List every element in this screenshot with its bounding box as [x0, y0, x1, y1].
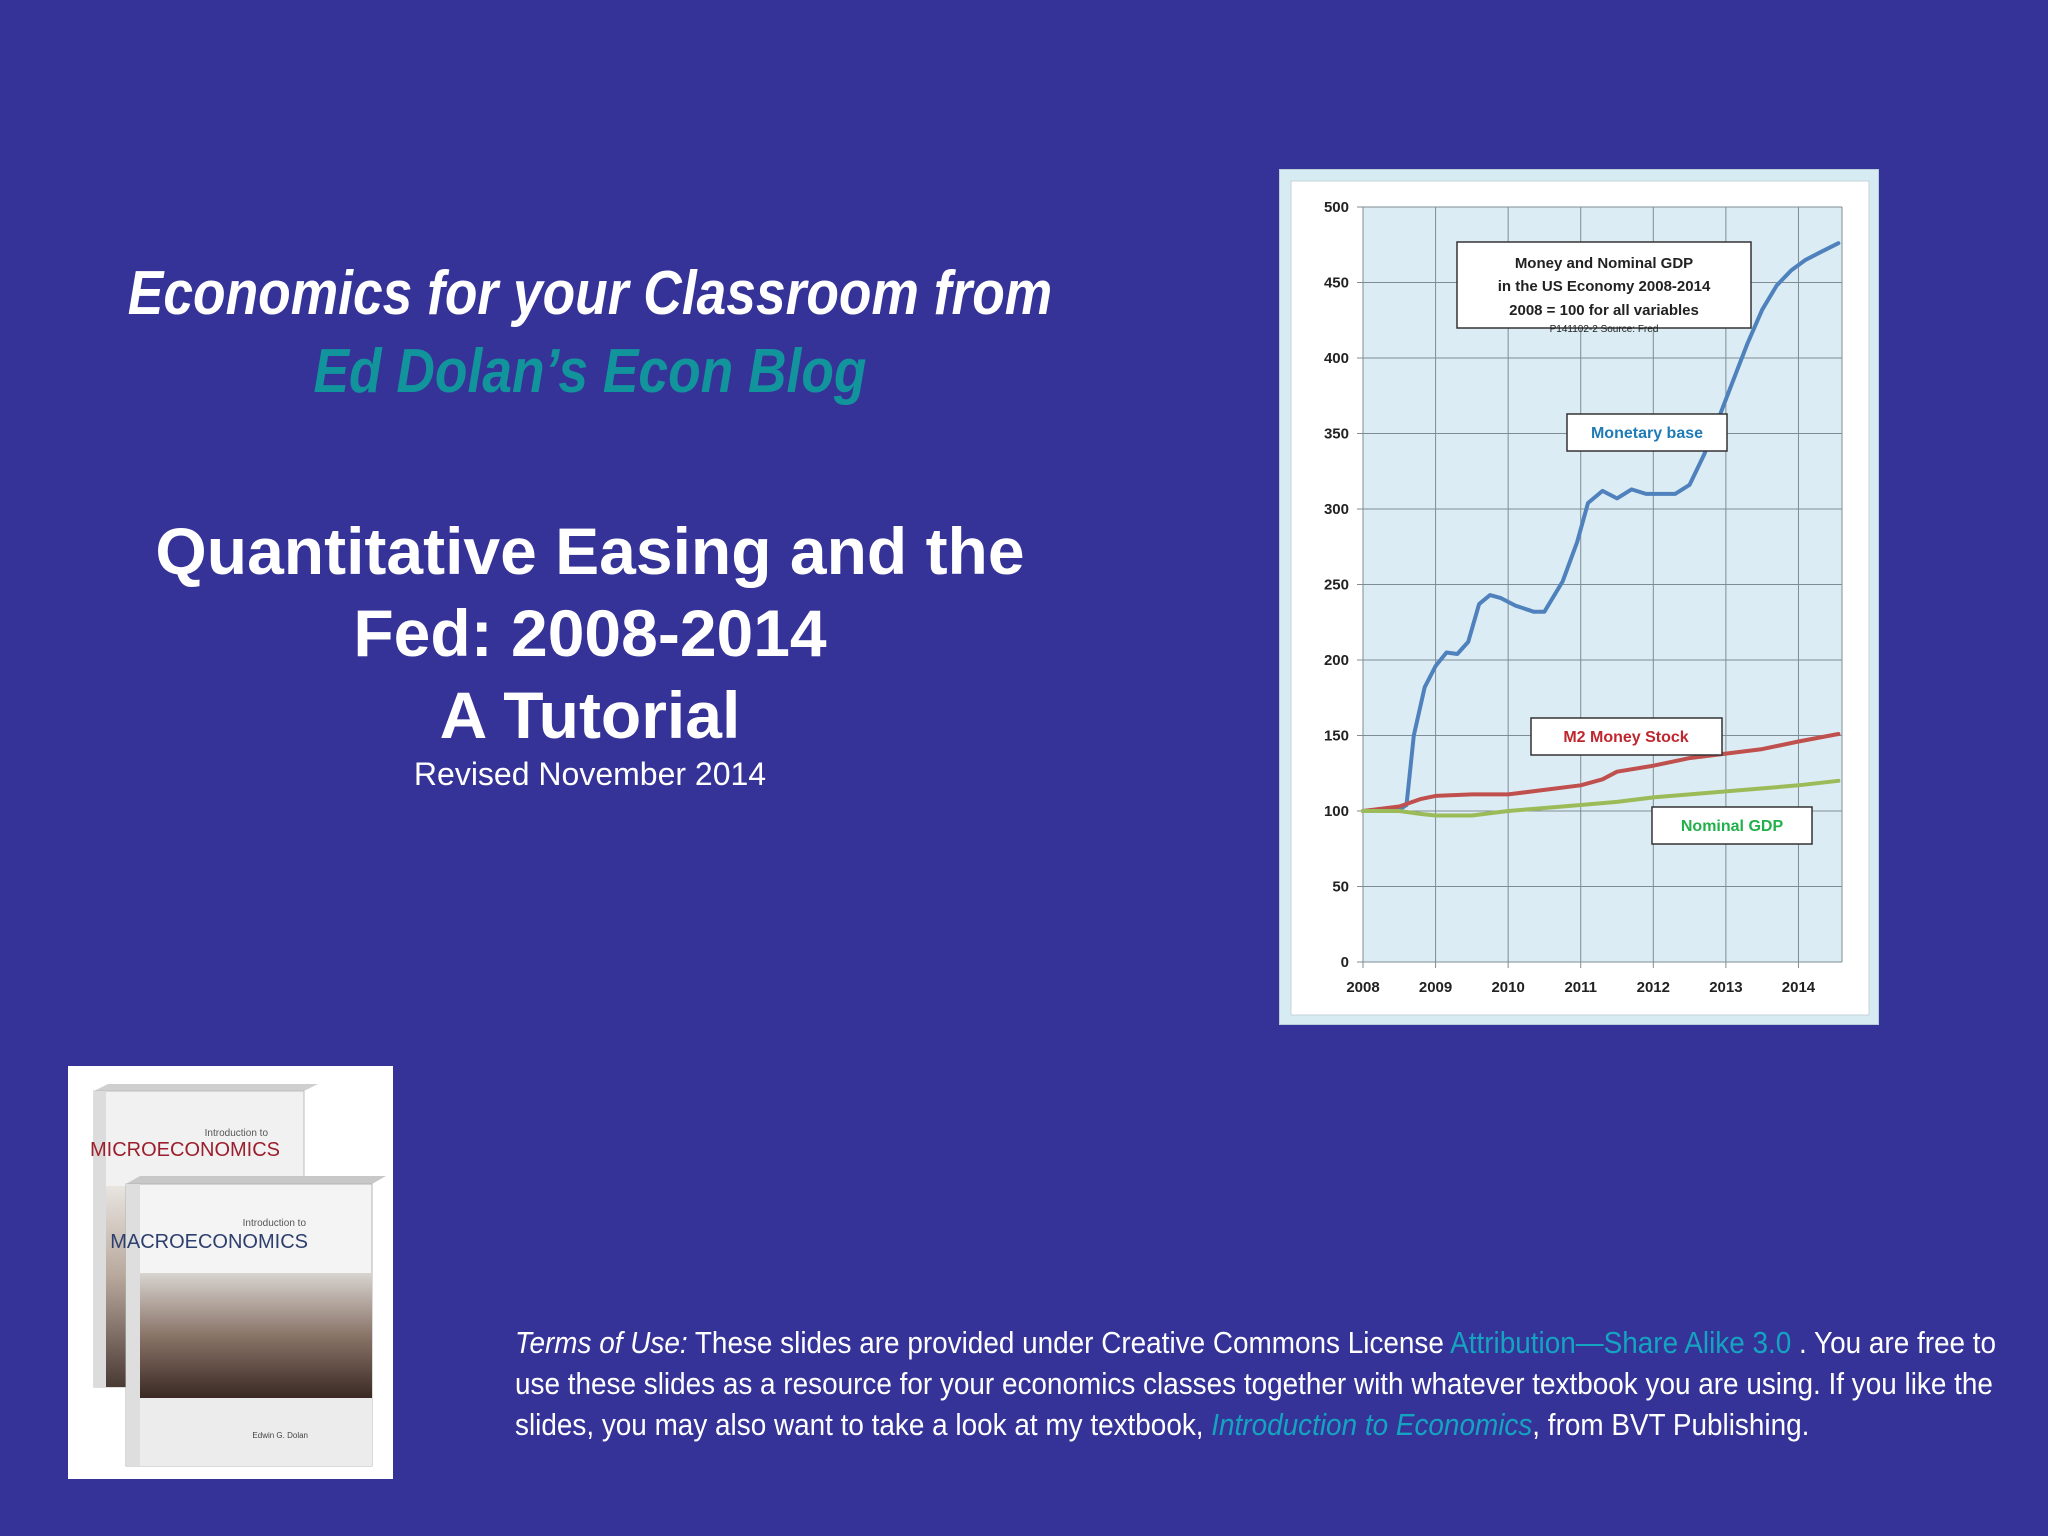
title-line2: Fed: 2008-2014 [353, 596, 827, 670]
macro-subtitle: Introduction to [242, 1218, 306, 1229]
chart-source: P141102-2 Source: Fred [1549, 324, 1659, 335]
x-tick-label: 2012 [1636, 979, 1670, 996]
y-tick-label: 400 [1323, 350, 1349, 367]
title-line3: A Tutorial [439, 678, 741, 752]
x-tick-label: 2014 [1781, 979, 1816, 996]
heading-line1: Economics for your Classroom from [127, 259, 1053, 328]
y-tick-label: 0 [1340, 954, 1349, 971]
y-tick-label: 50 [1332, 878, 1349, 896]
textbook-covers [68, 1066, 393, 1479]
micro-book-top [94, 1084, 318, 1091]
textbook-covers-image [68, 1066, 393, 1479]
y-tick-label: 250 [1323, 576, 1349, 594]
title-line1: Quantitative Easing and the [155, 514, 1025, 588]
x-tick-label: 2013 [1709, 979, 1743, 996]
m2-label [1531, 718, 1722, 755]
y-tick-label: 300 [1323, 501, 1349, 518]
micro-title: MICROECONOMICS [90, 1139, 280, 1161]
chart-title-3: 2008 = 100 for all variables [1509, 302, 1699, 319]
terms-text-3: , from BVT Publishing. [1532, 1407, 1810, 1442]
license-link[interactable]: Attribution—Share Alike 3.0 [1450, 1325, 1800, 1360]
terms-text-2: . You are free to use these slides as a resource for your economics classes together with whatever textbook you are using. If you like the slides, you may also want to take a look at my textbook, [515, 1325, 1997, 1442]
y-tick-label: 150 [1323, 727, 1349, 745]
terms-text-1: These slides are provided under Creative Commons License [687, 1325, 1451, 1360]
m2-label-text: M2 Money Stock [1563, 729, 1689, 746]
micro-subtitle: Introduction to [204, 1128, 268, 1139]
y-tick-label: 350 [1323, 425, 1349, 443]
slide-subtitle: Revised November 2014 [413, 756, 767, 792]
terms-of-use [515, 1322, 2009, 1445]
macro-title: MACROECONOMICS [110, 1231, 308, 1253]
monetary-base-label-text: Monetary base [1590, 425, 1704, 442]
line-chart [1280, 170, 1880, 1026]
chart-title-box [1457, 242, 1751, 335]
slide-title [90, 510, 1090, 756]
chart-frame [1279, 169, 1879, 1025]
blog-name[interactable]: Ed Dolan’s Econ Blog [313, 336, 867, 406]
macro-cover-photo [140, 1273, 372, 1398]
gdp-label-text: Nominal GDP [1680, 818, 1784, 835]
textbook-link[interactable]: Introduction to Economics [1211, 1407, 1533, 1442]
macro-book-top [126, 1176, 386, 1184]
series-heading [117, 255, 1063, 410]
book-author: Edwin G. Dolan [252, 1431, 308, 1440]
x-tick-label: 2011 [1564, 979, 1598, 996]
y-tick-label: 100 [1323, 803, 1349, 820]
chart-title-2: in the US Economy 2008-2014 [1497, 278, 1711, 295]
x-tick-label: 2010 [1491, 979, 1525, 996]
gdp-label [1652, 807, 1812, 844]
y-tick-label: 500 [1323, 199, 1349, 216]
y-tick-label: 200 [1323, 652, 1349, 669]
x-tick-label: 2009 [1418, 979, 1453, 996]
monetary-base-label [1567, 414, 1727, 451]
x-tick-label: 2008 [1346, 979, 1380, 996]
terms-label: Terms of Use: [515, 1325, 688, 1360]
chart-title-1: Money and Nominal GDP [1514, 255, 1694, 272]
y-tick-label: 450 [1323, 274, 1349, 292]
